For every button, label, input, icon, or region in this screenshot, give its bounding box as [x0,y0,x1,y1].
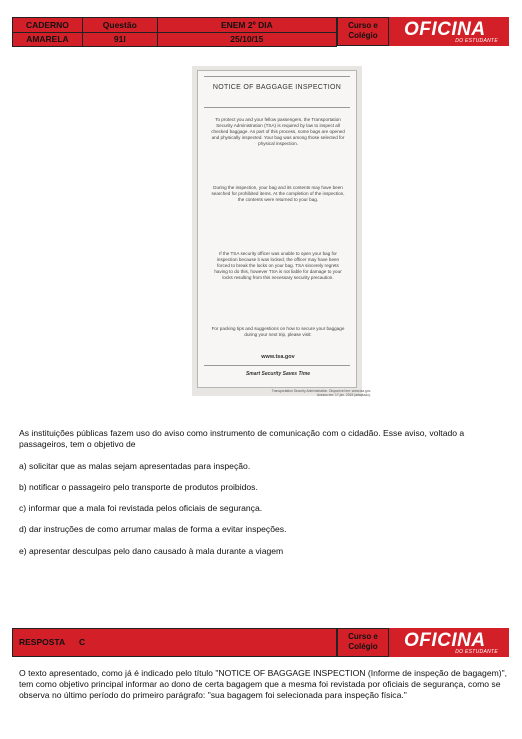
caption-line-2: Acesso em: 17 jan. 2015 (adaptado). [316,393,371,398]
notice-card [197,70,357,388]
enem-label: ENEM 2º DIA [157,18,336,33]
baggage-notice-image [192,66,362,396]
curso-line-1: Curso e [348,632,378,641]
answer-box [12,628,337,657]
questao-label: Questão [82,18,157,33]
notice-title-rule [204,107,350,108]
notice-url: www.tsa.gov [261,354,295,360]
curso-line-2: Colégio [348,31,378,40]
image-source-caption [266,389,371,397]
notice-bottom-rule [204,365,350,366]
questao-value: 91I [82,32,157,47]
oficina-logo [404,631,504,655]
logo-wordmark: OFICINA [404,630,486,651]
oficina-logo [404,20,504,44]
answer-header [12,628,509,657]
answer-explanation: O texto apresentado, como já é indicado pelo título "NOTICE OF BAGGAGE INSPECTION (Informe de inspeção de bagagem)", tem como objetivo principal informar ao dono de certa bagagem que a mesma foi revistada por oficiais de segurança, como se observa no último período do primeiro parágrafo: "sua bagagem foi selecionada para inspeção física." [19,668,508,700]
option-d: d) dar instruções de como arrumar malas de forma a evitar inspeções. [19,524,287,534]
answer-label: RESPOSTA [19,637,66,647]
exam-header [12,17,509,46]
logo-wordmark: OFICINA [404,19,486,40]
logo-subtitle: DO ESTUDANTE [455,38,498,44]
curso-colegio-label [337,17,389,46]
notice-paragraph: During the inspection, your bag and its contents may have been searched for prohibited items. At the completion of the inspection, the contents were returned to your bag. [211,185,345,203]
option-b: b) notificar o passageiro pelo transporte de produtos proibidos. [19,482,258,492]
logo-subtitle: DO ESTUDANTE [455,649,498,655]
exam-info-table [12,17,337,47]
notice-top-rule [204,76,350,77]
curso-line-1: Curso e [348,21,378,30]
curso-line-2: Colégio [348,642,378,651]
caption-line-1: Transportation Security Administration. Disponível em: www.tsa.gov. [271,389,371,393]
question-statement: As instituições públicas fazem uso do aviso como instrumento de comunicação com o cidadão. Esse aviso, voltado a passageiros, tem o objetivo de [19,428,465,449]
enem-date: 25/10/15 [157,32,336,47]
answer-value: C [79,637,86,647]
option-c: c) informar que a mala foi revistada pelos oficiais de segurança. [19,503,263,513]
notice-slogan: Smart Security Saves Time [245,371,311,377]
notice-paragraph: If the TSA security officer was unable to open your bag for inspection because it was locked, the officer may have been forced to break the locks on your bag. TSA sincerely regrets having to do this, however TSA is not liable for damage to your locks resulting from this necessary security precaution. [214,251,342,281]
caderno-label: CADERNO [13,18,83,33]
notice-paragraph: To protect you and your fellow passengers, the Transportation Security Administration (TSA) is required by law to inspect all checked baggage. As part of this process, some bags are opened and physically inspected. Your bag was among those selected for physical inspection. [211,117,345,147]
curso-colegio-label [337,628,389,657]
option-a: a) solicitar que as malas sejam apresentadas para inspeção. [19,461,251,471]
option-e: e) apresentar desculpas pelo dano causado à mala durante a viagem [19,546,284,556]
notice-title: NOTICE OF BAGGAGE INSPECTION [212,84,342,91]
caderno-value: AMARELA [13,32,83,47]
notice-paragraph: For packing tips and suggestions on how to secure your baggage during your next trip, please visit: [211,326,345,338]
